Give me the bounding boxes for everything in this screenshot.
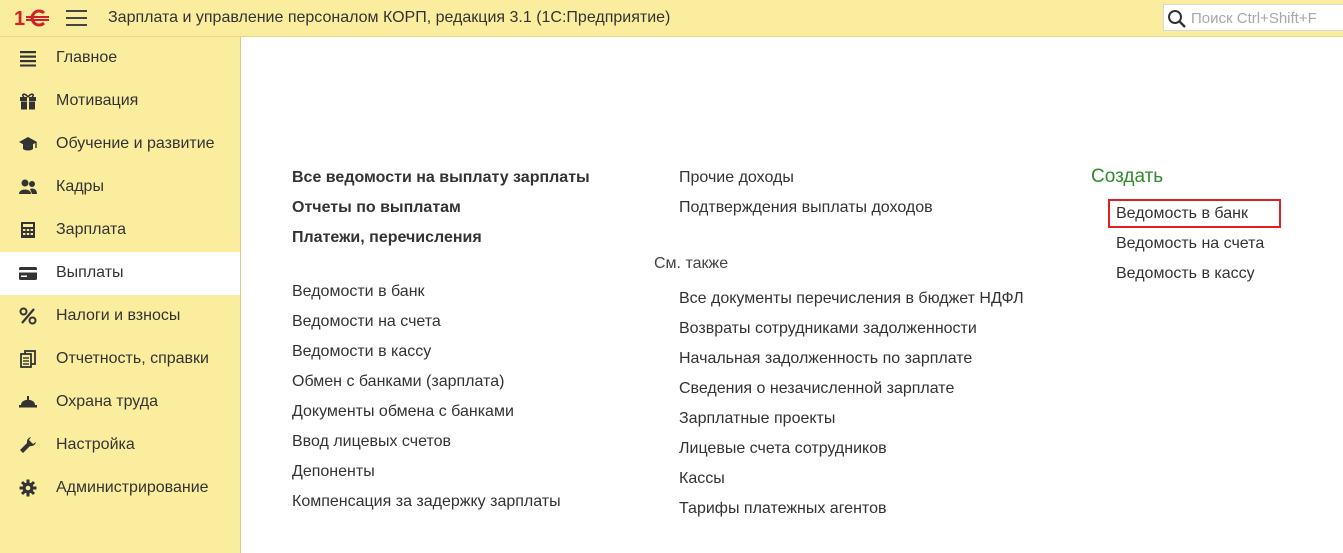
people-icon bbox=[18, 177, 38, 197]
wrench-icon bbox=[18, 435, 38, 455]
sidebar-item-payments[interactable] bbox=[0, 252, 240, 295]
sidebar-item-main[interactable] bbox=[0, 37, 240, 80]
top-bar bbox=[0, 0, 1343, 37]
link-salary-projects[interactable]: Зарплатные проекты bbox=[679, 410, 836, 427]
search-input[interactable] bbox=[1191, 8, 1341, 28]
create-cash-statement[interactable]: Ведомость в кассу bbox=[1116, 265, 1255, 282]
sidebar-item-administration[interactable] bbox=[0, 467, 240, 510]
sidebar-item-motivation[interactable] bbox=[0, 80, 240, 123]
sidebar-item-training[interactable] bbox=[0, 123, 240, 166]
calculator-icon bbox=[18, 220, 38, 240]
create-bank-statement[interactable]: Ведомость в банк bbox=[1116, 205, 1248, 222]
sidebar-item-label: Отчетность, справки bbox=[56, 350, 209, 367]
link-depositors[interactable]: Депоненты bbox=[292, 463, 375, 480]
app-title: Зарплата и управление персоналом КОРП, редакция 3.1 (1С:Предприятие) bbox=[108, 9, 671, 26]
1c-logo bbox=[14, 7, 50, 29]
see-also-label: См. также bbox=[654, 255, 729, 272]
link-all-payroll-statements[interactable]: Все ведомости на выплату зарплаты bbox=[292, 169, 590, 186]
search-box[interactable] bbox=[1163, 4, 1343, 31]
helmet-icon bbox=[18, 392, 38, 412]
gift-icon bbox=[18, 91, 38, 111]
link-personal-accounts-input[interactable]: Ввод лицевых счетов bbox=[292, 433, 451, 450]
percent-icon bbox=[18, 306, 38, 326]
sidebar-item-label: Администрирование bbox=[56, 479, 209, 496]
link-payments-transfers[interactable]: Платежи, перечисления bbox=[292, 229, 482, 246]
sidebar bbox=[0, 37, 241, 553]
graduation-cap-icon bbox=[18, 134, 38, 154]
link-delay-compensation[interactable]: Компенсация за задержку зарплаты bbox=[292, 493, 561, 510]
sidebar-item-reports[interactable] bbox=[0, 338, 240, 381]
menu-icon[interactable] bbox=[66, 10, 87, 27]
link-bank-statements[interactable]: Ведомости в банк bbox=[292, 283, 425, 300]
sidebar-item-label: Обучение и развитие bbox=[56, 135, 215, 152]
link-cash-desks[interactable]: Кассы bbox=[679, 470, 725, 487]
svg-text:1: 1 bbox=[14, 8, 26, 29]
link-payment-reports[interactable]: Отчеты по выплатам bbox=[292, 199, 461, 216]
sidebar-item-label: Мотивация bbox=[56, 92, 139, 109]
link-employee-accounts[interactable]: Лицевые счета сотрудников bbox=[679, 440, 887, 457]
sidebar-item-salary[interactable] bbox=[0, 209, 240, 252]
link-account-statements[interactable]: Ведомости на счета bbox=[292, 313, 441, 330]
link-ndfl-transfer-documents[interactable]: Все документы перечисления в бюджет НДФЛ bbox=[679, 290, 1024, 307]
link-bank-exchange[interactable]: Обмен с банками (зарплата) bbox=[292, 373, 505, 390]
link-bank-exchange-documents[interactable]: Документы обмена с банками bbox=[292, 403, 514, 420]
search-icon[interactable] bbox=[1167, 9, 1187, 29]
link-cash-statements[interactable]: Ведомости в кассу bbox=[292, 343, 432, 360]
sidebar-item-label: Выплаты bbox=[56, 264, 124, 281]
sidebar-item-label: Настройка bbox=[56, 436, 135, 453]
link-initial-salary-debt[interactable]: Начальная задолженность по зарплате bbox=[679, 350, 973, 367]
sidebar-item-label: Кадры bbox=[56, 178, 104, 195]
sidebar-item-taxes[interactable] bbox=[0, 295, 240, 338]
link-uncredited-salary-info[interactable]: Сведения о незачисленной зарплате bbox=[679, 380, 955, 397]
sidebar-item-labor-safety[interactable] bbox=[0, 381, 240, 424]
sidebar-item-label: Охрана труда bbox=[56, 393, 158, 410]
sidebar-item-settings[interactable] bbox=[0, 424, 240, 467]
sidebar-item-label: Налоги и взносы bbox=[56, 307, 181, 324]
list-icon bbox=[18, 48, 38, 68]
sidebar-item-hr[interactable] bbox=[0, 166, 240, 209]
sidebar-item-label: Главное bbox=[56, 49, 118, 66]
create-section-title: Создать bbox=[1091, 166, 1164, 187]
link-other-income[interactable]: Прочие доходы bbox=[679, 169, 794, 186]
link-debt-returns[interactable]: Возвраты сотрудниками задолженности bbox=[679, 320, 977, 337]
documents-icon bbox=[18, 349, 38, 369]
link-payment-agent-tariffs[interactable]: Тарифы платежных агентов bbox=[679, 500, 887, 517]
link-income-payment-confirmations[interactable]: Подтверждения выплаты доходов bbox=[679, 199, 933, 216]
sidebar-item-label: Зарплата bbox=[56, 221, 127, 238]
card-icon bbox=[18, 263, 38, 283]
gear-icon bbox=[18, 478, 38, 498]
create-account-statement[interactable]: Ведомость на счета bbox=[1116, 235, 1265, 252]
